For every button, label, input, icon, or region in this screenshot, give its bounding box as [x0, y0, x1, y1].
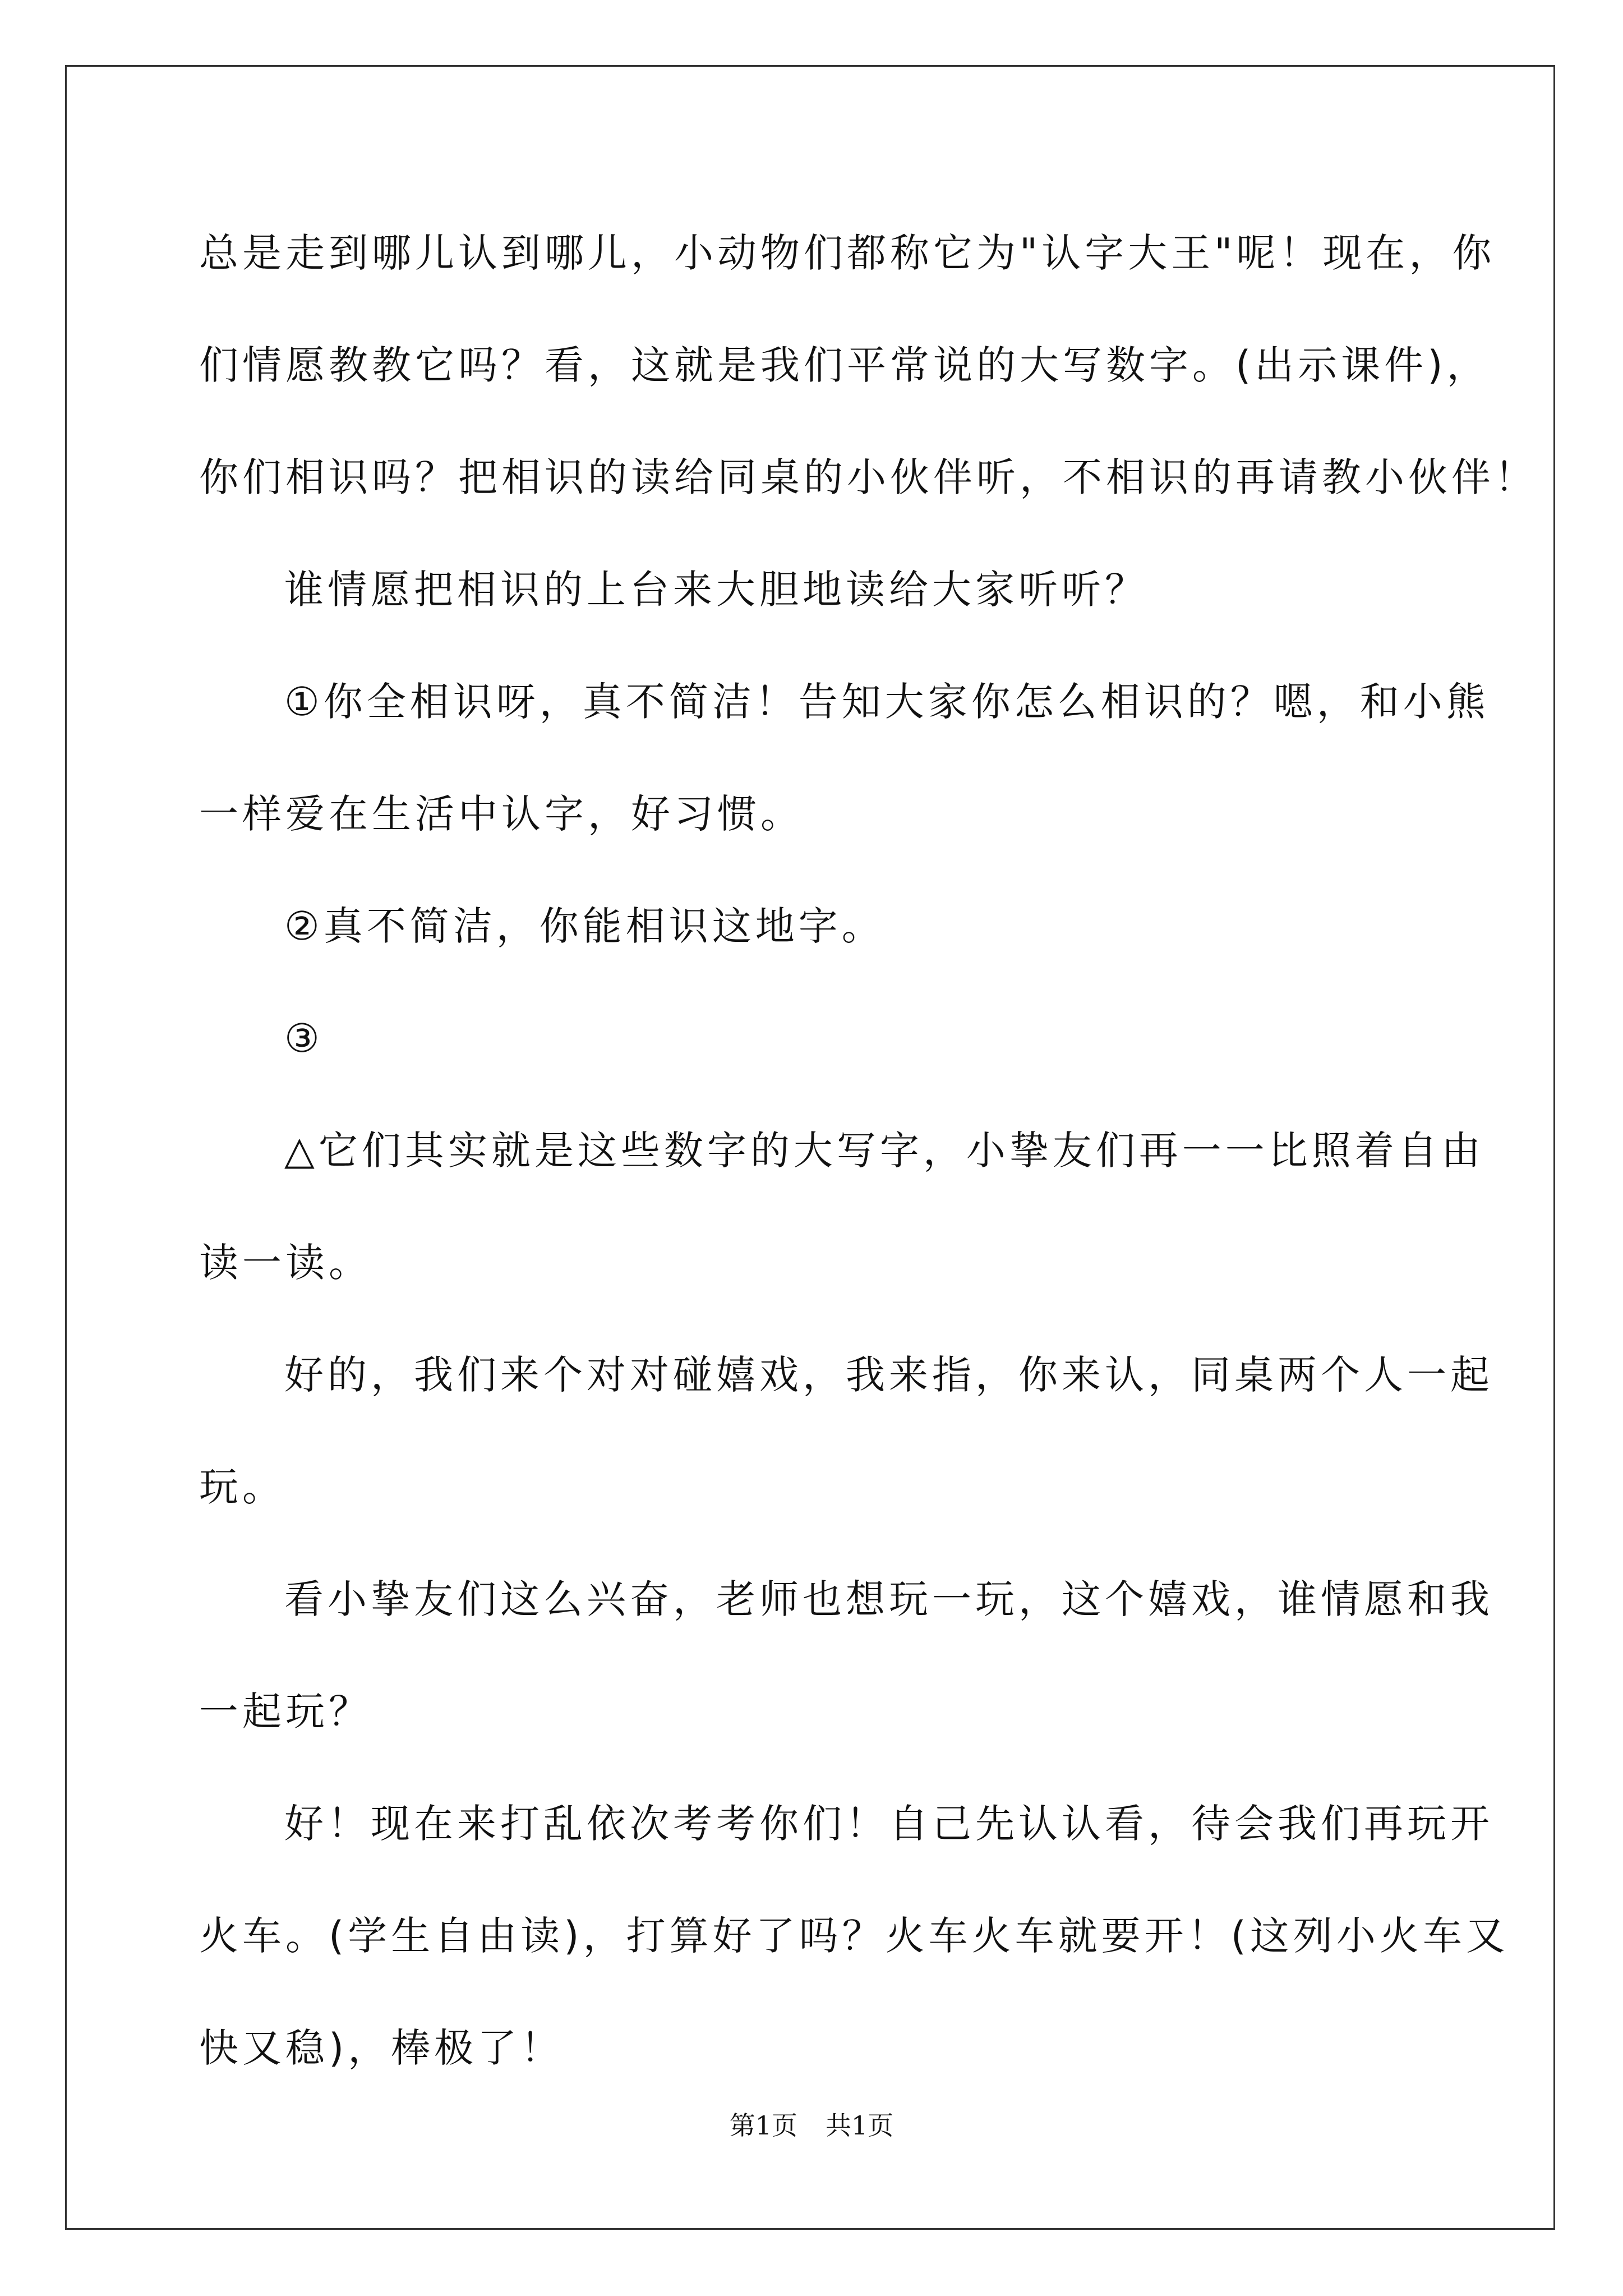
text-line: 玩。	[199, 1464, 285, 1510]
text-line: 火车。(学生自由读)，打算好了吗？火车火车就要开！(这列小火车又	[199, 1913, 1509, 1959]
text-line: 总是走到哪儿认到哪儿，小动物们都称它为"认字大王"呢！现在，你	[199, 230, 1496, 276]
text-line: 谁情愿把相识的上台来大胆地读给大家听听？	[284, 567, 1148, 613]
document-body	[199, 211, 1538, 2118]
text-line: 你们相识吗？把相识的读给同桌的小伙伴听，不相识的再请教小伙伴！	[199, 454, 1538, 500]
text-line: ③	[284, 1015, 324, 1061]
text-line: 看小挚友们这么兴奋，老师也想玩一玩，这个嬉戏，谁情愿和我	[284, 1576, 1493, 1622]
text-line: ①你全相识呀，真不简洁！告知大家你怎么相识的？嗯，和小熊	[284, 679, 1490, 725]
text-line: 一样爱在生活中认字，好习惯。	[199, 791, 804, 837]
text-line: 好！现在来打乱依次考考你们！自己先认认看，待会我们再玩开	[284, 1801, 1493, 1847]
page-number: 第1页	[729, 2110, 797, 2141]
text-line: 好的，我们来个对对碰嬉戏，我来指，你来认，同桌两个人一起	[284, 1352, 1493, 1398]
page-total: 共1页	[826, 2110, 894, 2141]
text-line: 快又稳)，棒极了！	[199, 2025, 564, 2071]
text-line: 读一读。	[199, 1240, 372, 1286]
text-line: 一起玩？	[199, 1688, 372, 1734]
text-line: ②真不简洁，你能相识这地字。	[284, 903, 885, 949]
text-line: 们情愿教教它吗？看，这就是我们平常说的大写数字。(出示课件)，	[199, 342, 1490, 388]
text-line: △它们其实就是这些数字的大写字，小挚友们再一一比照着自由	[284, 1128, 1484, 1174]
page-footer	[0, 2105, 1623, 2142]
